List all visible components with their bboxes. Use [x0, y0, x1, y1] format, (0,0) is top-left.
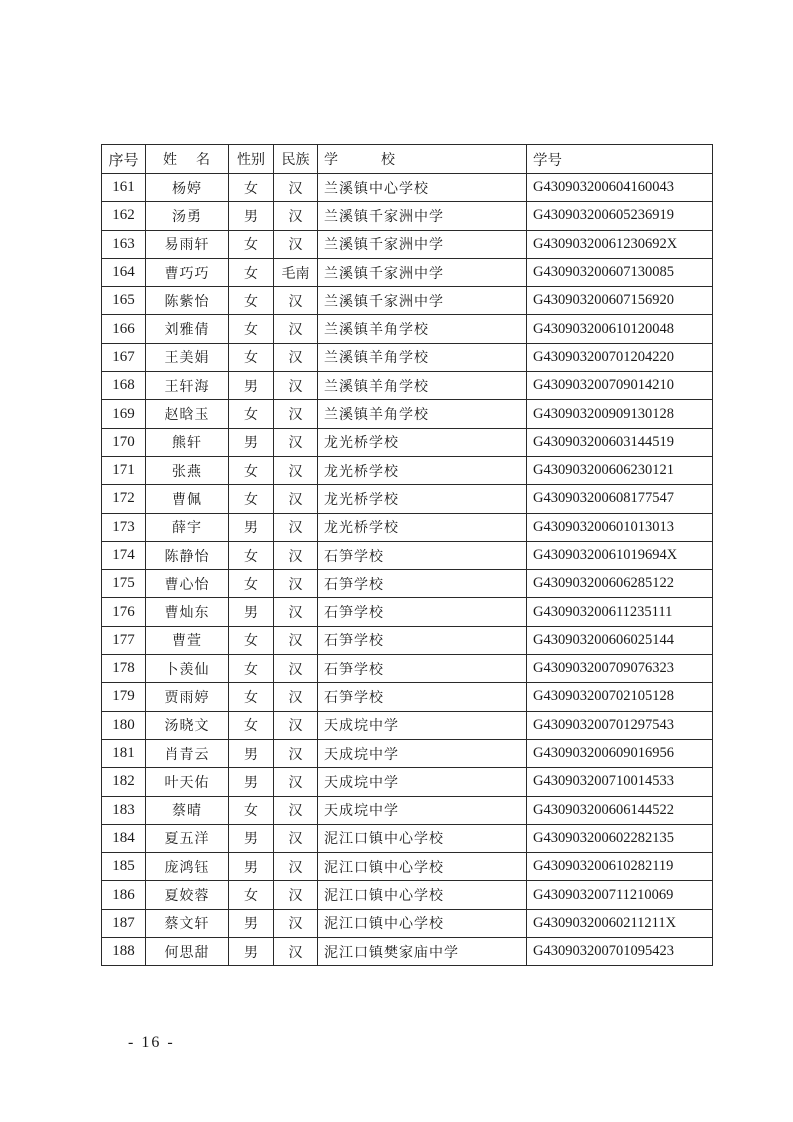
cell-sex: 女 — [229, 683, 274, 711]
cell-school: 龙光桥学校 — [318, 513, 527, 541]
cell-ethnicity: 汉 — [274, 739, 318, 767]
table-row — [102, 343, 713, 371]
cell-no: 174 — [102, 541, 146, 569]
cell-school: 泥江口镇樊家庙中学 — [318, 938, 527, 966]
cell-ethnicity: 汉 — [274, 909, 318, 937]
table-row — [102, 570, 713, 598]
cell-ethnicity: 汉 — [274, 824, 318, 852]
cell-student-id: G430903200606285122 — [527, 570, 713, 598]
table-body — [102, 174, 713, 966]
cell-sex: 男 — [229, 938, 274, 966]
cell-student-id: G430903200709014210 — [527, 372, 713, 400]
header-no: 序号 — [102, 145, 146, 174]
cell-sex: 男 — [229, 598, 274, 626]
cell-sex: 女 — [229, 711, 274, 739]
cell-no: 161 — [102, 174, 146, 202]
cell-school: 龙光桥学校 — [318, 485, 527, 513]
cell-ethnicity: 汉 — [274, 287, 318, 315]
cell-school: 兰溪镇羊角学校 — [318, 400, 527, 428]
cell-school: 石笋学校 — [318, 655, 527, 683]
cell-school: 泥江口镇中心学校 — [318, 909, 527, 937]
cell-sex: 男 — [229, 824, 274, 852]
table-row — [102, 739, 713, 767]
cell-name: 陈紫怡 — [146, 287, 229, 315]
cell-school: 天成垸中学 — [318, 711, 527, 739]
cell-ethnicity: 汉 — [274, 456, 318, 484]
table-row — [102, 485, 713, 513]
cell-student-id: G430903200606025144 — [527, 626, 713, 654]
cell-name: 蔡晴 — [146, 796, 229, 824]
table-row — [102, 456, 713, 484]
header-school — [318, 145, 527, 174]
cell-school: 石笋学校 — [318, 598, 527, 626]
cell-sex: 女 — [229, 456, 274, 484]
cell-student-id: G430903200701095423 — [527, 938, 713, 966]
table-row — [102, 202, 713, 230]
cell-ethnicity: 汉 — [274, 655, 318, 683]
cell-no: 168 — [102, 372, 146, 400]
header-row — [102, 145, 713, 174]
cell-student-id: G430903200601013013 — [527, 513, 713, 541]
table-row — [102, 824, 713, 852]
cell-name: 王美娟 — [146, 343, 229, 371]
cell-school: 泥江口镇中心学校 — [318, 824, 527, 852]
table-row — [102, 400, 713, 428]
cell-school: 兰溪镇羊角学校 — [318, 315, 527, 343]
cell-school: 天成垸中学 — [318, 796, 527, 824]
cell-ethnicity: 汉 — [274, 428, 318, 456]
cell-student-id: G430903200602282135 — [527, 824, 713, 852]
header-name-part2: 名 — [196, 152, 211, 168]
header-school-part1: 学 — [324, 152, 339, 168]
table-row — [102, 372, 713, 400]
cell-sex: 女 — [229, 174, 274, 202]
table-row — [102, 626, 713, 654]
cell-name: 曹佩 — [146, 485, 229, 513]
cell-school: 兰溪镇羊角学校 — [318, 372, 527, 400]
cell-ethnicity: 汉 — [274, 711, 318, 739]
table-row — [102, 655, 713, 683]
table-row — [102, 796, 713, 824]
cell-school: 天成垸中学 — [318, 739, 527, 767]
cell-student-id: G43090320060211211X — [527, 909, 713, 937]
cell-ethnicity: 汉 — [274, 796, 318, 824]
cell-ethnicity: 汉 — [274, 683, 318, 711]
cell-name: 曹萱 — [146, 626, 229, 654]
cell-ethnicity: 汉 — [274, 570, 318, 598]
table-row — [102, 938, 713, 966]
cell-school: 兰溪镇中心学校 — [318, 174, 527, 202]
cell-sex: 男 — [229, 513, 274, 541]
cell-sex: 女 — [229, 230, 274, 258]
cell-sex: 男 — [229, 372, 274, 400]
cell-name: 卜羡仙 — [146, 655, 229, 683]
cell-ethnicity: 汉 — [274, 343, 318, 371]
cell-name: 曹心怡 — [146, 570, 229, 598]
cell-no: 180 — [102, 711, 146, 739]
cell-student-id: G430903200608177547 — [527, 485, 713, 513]
cell-student-id: G430903200709076323 — [527, 655, 713, 683]
cell-no: 166 — [102, 315, 146, 343]
cell-student-id: G430903200710014533 — [527, 768, 713, 796]
cell-school: 兰溪镇羊角学校 — [318, 343, 527, 371]
cell-student-id: G430903200606230121 — [527, 456, 713, 484]
table-row — [102, 513, 713, 541]
cell-ethnicity: 汉 — [274, 938, 318, 966]
cell-no: 163 — [102, 230, 146, 258]
cell-student-id: G430903200610120048 — [527, 315, 713, 343]
cell-ethnicity: 汉 — [274, 230, 318, 258]
cell-school: 石笋学校 — [318, 541, 527, 569]
cell-no: 170 — [102, 428, 146, 456]
cell-name: 何思甜 — [146, 938, 229, 966]
cell-no: 182 — [102, 768, 146, 796]
table-row — [102, 428, 713, 456]
cell-no: 172 — [102, 485, 146, 513]
cell-sex: 女 — [229, 796, 274, 824]
table-row — [102, 853, 713, 881]
cell-no: 173 — [102, 513, 146, 541]
cell-name: 汤晓文 — [146, 711, 229, 739]
cell-sex: 男 — [229, 739, 274, 767]
cell-ethnicity: 汉 — [274, 485, 318, 513]
table-row — [102, 683, 713, 711]
header-sex: 性别 — [229, 145, 274, 174]
student-roster-table — [101, 144, 713, 966]
cell-student-id: G430903200711210069 — [527, 881, 713, 909]
cell-name: 蔡文轩 — [146, 909, 229, 937]
cell-no: 181 — [102, 739, 146, 767]
table-header — [102, 145, 713, 174]
cell-no: 177 — [102, 626, 146, 654]
cell-no: 164 — [102, 258, 146, 286]
cell-name: 肖青云 — [146, 739, 229, 767]
cell-name: 庞鸿钰 — [146, 853, 229, 881]
cell-sex: 女 — [229, 343, 274, 371]
cell-student-id: G430903200606144522 — [527, 796, 713, 824]
cell-ethnicity: 汉 — [274, 768, 318, 796]
cell-ethnicity: 汉 — [274, 174, 318, 202]
cell-sex: 男 — [229, 853, 274, 881]
cell-no: 187 — [102, 909, 146, 937]
cell-school: 龙光桥学校 — [318, 456, 527, 484]
header-ethnicity: 民族 — [274, 145, 318, 174]
table-row — [102, 881, 713, 909]
cell-name: 杨婷 — [146, 174, 229, 202]
cell-student-id: G430903200701297543 — [527, 711, 713, 739]
cell-no: 184 — [102, 824, 146, 852]
cell-student-id: G430903200603144519 — [527, 428, 713, 456]
cell-student-id: G43090320061019694X — [527, 541, 713, 569]
cell-school: 兰溪镇千家洲中学 — [318, 230, 527, 258]
cell-student-id: G430903200611235111 — [527, 598, 713, 626]
table-row — [102, 315, 713, 343]
cell-school: 泥江口镇中心学校 — [318, 853, 527, 881]
cell-sex: 女 — [229, 655, 274, 683]
cell-no: 183 — [102, 796, 146, 824]
cell-no: 188 — [102, 938, 146, 966]
cell-sex: 女 — [229, 541, 274, 569]
cell-student-id: G430903200607130085 — [527, 258, 713, 286]
cell-sex: 女 — [229, 315, 274, 343]
cell-ethnicity: 毛南 — [274, 258, 318, 286]
cell-ethnicity: 汉 — [274, 626, 318, 654]
cell-ethnicity: 汉 — [274, 541, 318, 569]
cell-ethnicity: 汉 — [274, 853, 318, 881]
cell-no: 185 — [102, 853, 146, 881]
cell-school: 龙光桥学校 — [318, 428, 527, 456]
cell-no: 167 — [102, 343, 146, 371]
table-row — [102, 258, 713, 286]
cell-school: 天成垸中学 — [318, 768, 527, 796]
table-row — [102, 287, 713, 315]
cell-name: 夏五洋 — [146, 824, 229, 852]
cell-no: 165 — [102, 287, 146, 315]
cell-name: 赵晗玉 — [146, 400, 229, 428]
cell-name: 易雨轩 — [146, 230, 229, 258]
cell-student-id: G430903200909130128 — [527, 400, 713, 428]
cell-no: 169 — [102, 400, 146, 428]
table-row — [102, 598, 713, 626]
cell-sex: 女 — [229, 881, 274, 909]
cell-no: 178 — [102, 655, 146, 683]
cell-student-id: G430903200702105128 — [527, 683, 713, 711]
cell-student-id: G430903200605236919 — [527, 202, 713, 230]
table-row — [102, 711, 713, 739]
cell-ethnicity: 汉 — [274, 372, 318, 400]
cell-sex: 女 — [229, 626, 274, 654]
cell-sex: 男 — [229, 428, 274, 456]
cell-no: 179 — [102, 683, 146, 711]
cell-student-id: G430903200609016956 — [527, 739, 713, 767]
cell-ethnicity: 汉 — [274, 881, 318, 909]
cell-student-id: G430903200607156920 — [527, 287, 713, 315]
cell-student-id: G43090320061230692X — [527, 230, 713, 258]
table-row — [102, 174, 713, 202]
cell-sex: 女 — [229, 258, 274, 286]
cell-student-id: G430903200701204220 — [527, 343, 713, 371]
cell-sex: 女 — [229, 287, 274, 315]
cell-sex: 女 — [229, 570, 274, 598]
cell-school: 泥江口镇中心学校 — [318, 881, 527, 909]
cell-student-id: G430903200610282119 — [527, 853, 713, 881]
table-row — [102, 768, 713, 796]
cell-school: 石笋学校 — [318, 683, 527, 711]
cell-student-id: G430903200604160043 — [527, 174, 713, 202]
cell-name: 夏姣蓉 — [146, 881, 229, 909]
cell-school: 石笋学校 — [318, 626, 527, 654]
cell-name: 张燕 — [146, 456, 229, 484]
cell-name: 熊轩 — [146, 428, 229, 456]
cell-no: 176 — [102, 598, 146, 626]
cell-sex: 男 — [229, 202, 274, 230]
cell-sex: 女 — [229, 400, 274, 428]
cell-school: 石笋学校 — [318, 570, 527, 598]
cell-name: 薛宇 — [146, 513, 229, 541]
cell-name: 王轩海 — [146, 372, 229, 400]
cell-ethnicity: 汉 — [274, 400, 318, 428]
cell-sex: 男 — [229, 909, 274, 937]
table-row — [102, 230, 713, 258]
cell-school: 兰溪镇千家洲中学 — [318, 202, 527, 230]
cell-no: 162 — [102, 202, 146, 230]
cell-name: 曹巧巧 — [146, 258, 229, 286]
cell-ethnicity: 汉 — [274, 202, 318, 230]
cell-school: 兰溪镇千家洲中学 — [318, 287, 527, 315]
cell-no: 186 — [102, 881, 146, 909]
cell-ethnicity: 汉 — [274, 513, 318, 541]
cell-no: 171 — [102, 456, 146, 484]
cell-no: 175 — [102, 570, 146, 598]
cell-name: 曹灿东 — [146, 598, 229, 626]
cell-name: 贾雨婷 — [146, 683, 229, 711]
table-row — [102, 909, 713, 937]
cell-sex: 女 — [229, 485, 274, 513]
header-school-part2: 校 — [381, 152, 396, 168]
cell-ethnicity: 汉 — [274, 598, 318, 626]
cell-name: 刘雅倩 — [146, 315, 229, 343]
cell-name: 汤勇 — [146, 202, 229, 230]
page-number: - 16 - — [128, 1034, 175, 1051]
header-student-id: 学号 — [527, 145, 713, 174]
cell-school: 兰溪镇千家洲中学 — [318, 258, 527, 286]
table-row — [102, 541, 713, 569]
header-name — [146, 145, 229, 174]
cell-ethnicity: 汉 — [274, 315, 318, 343]
header-name-part1: 姓 — [163, 152, 178, 168]
cell-name: 叶天佑 — [146, 768, 229, 796]
cell-name: 陈静怡 — [146, 541, 229, 569]
cell-sex: 男 — [229, 768, 274, 796]
